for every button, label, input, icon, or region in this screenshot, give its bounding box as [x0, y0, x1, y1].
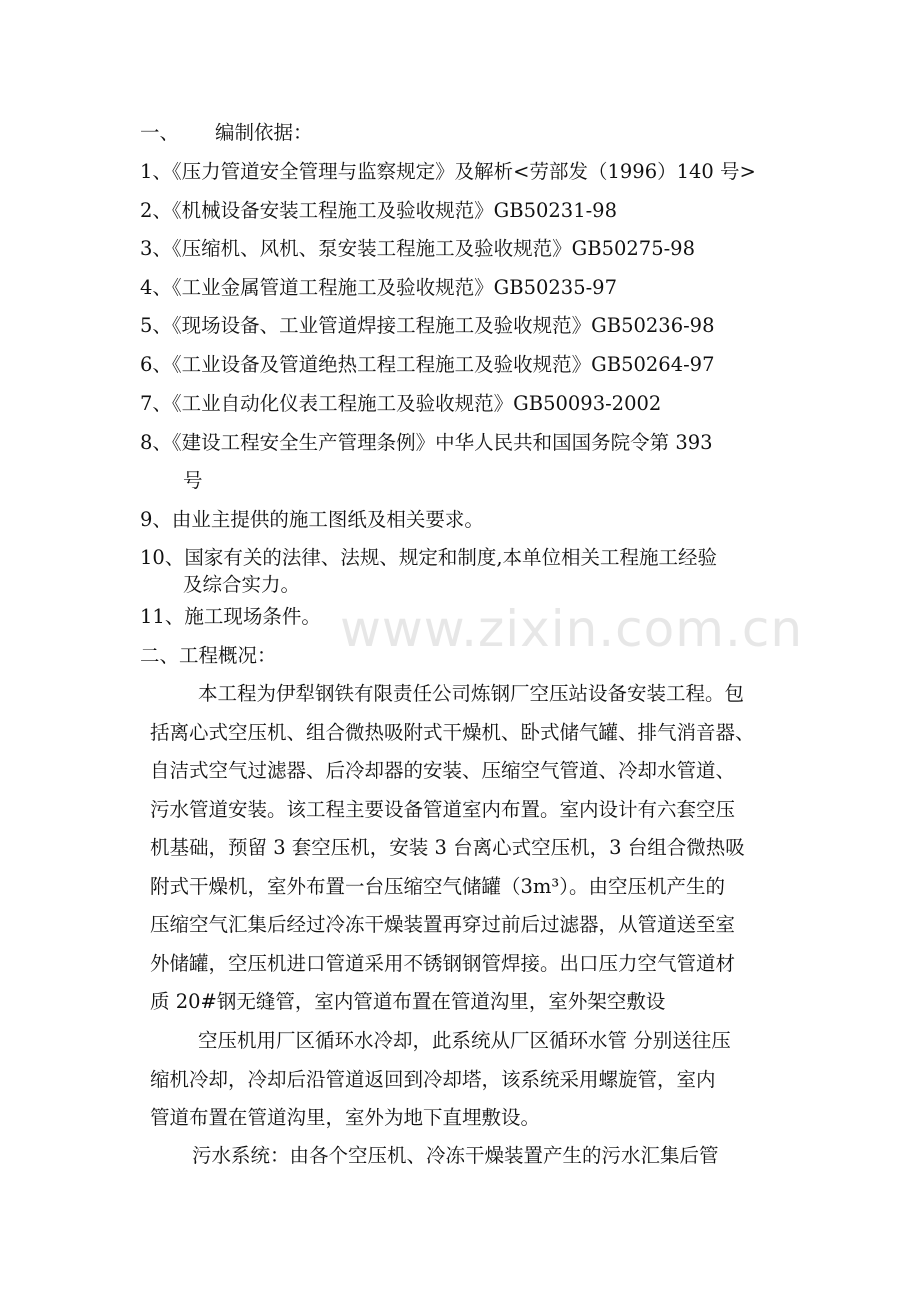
reference-item-continuation: 及综合实力。	[183, 573, 301, 596]
paragraph-line: 附式干燥机，室外布置一台压缩空气储罐（3m³）。由空压机产生的	[150, 874, 725, 898]
sewage-paragraph	[150, 1137, 719, 1176]
section-heading-1	[140, 118, 313, 148]
watermark: www.zixin.com.cn	[340, 600, 804, 658]
overview-paragraph	[150, 675, 755, 1022]
reference-item: 9、由业主提供的施工图纸及相关要求。	[140, 508, 484, 531]
section-title: 编制依据：	[215, 121, 313, 144]
reference-item: 2、《机械设备安装工程施工及验收规范》GB50231-98	[140, 199, 617, 222]
section-heading-2: 二、工程概况：	[140, 644, 277, 667]
paragraph-line: 自洁式空气过滤器、后冷却器的安装、压缩空气管道、冷却水管道、	[150, 759, 736, 782]
paragraph-line: 污水系统：由各个空压机、冷冻干燥装置产生的污水汇集后管	[192, 1144, 719, 1167]
paragraph-line: 括离心式空压机、组合微热吸附式干燥机、卧式储气罐、排气消音器、	[150, 720, 755, 744]
reference-item: 6、《工业设备及管道绝热工程工程施工及验收规范》GB50264-97	[140, 353, 715, 376]
reference-item: 10、国家有关的法律、法规、规定和制度,本单位相关工程施工经验	[140, 546, 718, 569]
paragraph-line: 本工程为伊犁钢铁有限责任公司炼钢厂空压站设备安装工程。包	[198, 682, 745, 705]
reference-item: 7、《工业自动化仪表工程施工及验收规范》GB50093-2002	[140, 392, 662, 415]
reference-item: 3、《压缩机、风机、泵安装工程施工及验收规范》GB50275-98	[140, 237, 695, 260]
paragraph-line: 污水管道安装。该工程主要设备管道室内布置。室内设计有六套空压	[150, 797, 736, 821]
paragraph-line: 缩机冷却，冷却后沿管道返回到冷却塔，该系统采用螺旋管，室内	[150, 1067, 716, 1091]
section-number: 一、	[140, 121, 180, 144]
reference-item: 5、《现场设备、工业管道焊接工程施工及验收规范》GB50236-98	[140, 314, 715, 337]
paragraph-line: 质 20#钢无缝管，室内管道布置在管道沟里，室外架空敷设	[150, 990, 666, 1013]
paragraph-line: 外储罐，空压机进口管道采用不锈钢钢管焊接。出口压力空气管道材	[150, 951, 736, 975]
paragraph-line: 管道布置在管道沟里，室外为地下直埋敷设。	[150, 1106, 541, 1129]
paragraph-line: 压缩空气汇集后经过冷冻干燥装置再穿过前后过滤器，从管道送至室	[150, 913, 736, 936]
reference-item: 4、《工业金属管道工程施工及验收规范》GB50235-97	[140, 276, 617, 299]
reference-item: 8、《建设工程安全生产管理条例》中华人民共和国国务院令第 393	[140, 431, 713, 454]
reference-item: 1、《压力管道安全管理与监察规定》及解析<劳部发（1996）140 号>	[140, 160, 756, 183]
paragraph-line: 机基础，预留 3 套空压机，安装 3 台离心式空压机，3 台组合微热吸	[150, 836, 745, 859]
reference-item: 11、施工现场条件。	[140, 605, 321, 628]
reference-item-continuation: 号	[183, 469, 203, 492]
cooling-water-paragraph	[150, 1022, 731, 1138]
paragraph-line: 空压机用厂区循环水冷却，此系统从厂区循环水管 分别送往压	[198, 1029, 731, 1052]
